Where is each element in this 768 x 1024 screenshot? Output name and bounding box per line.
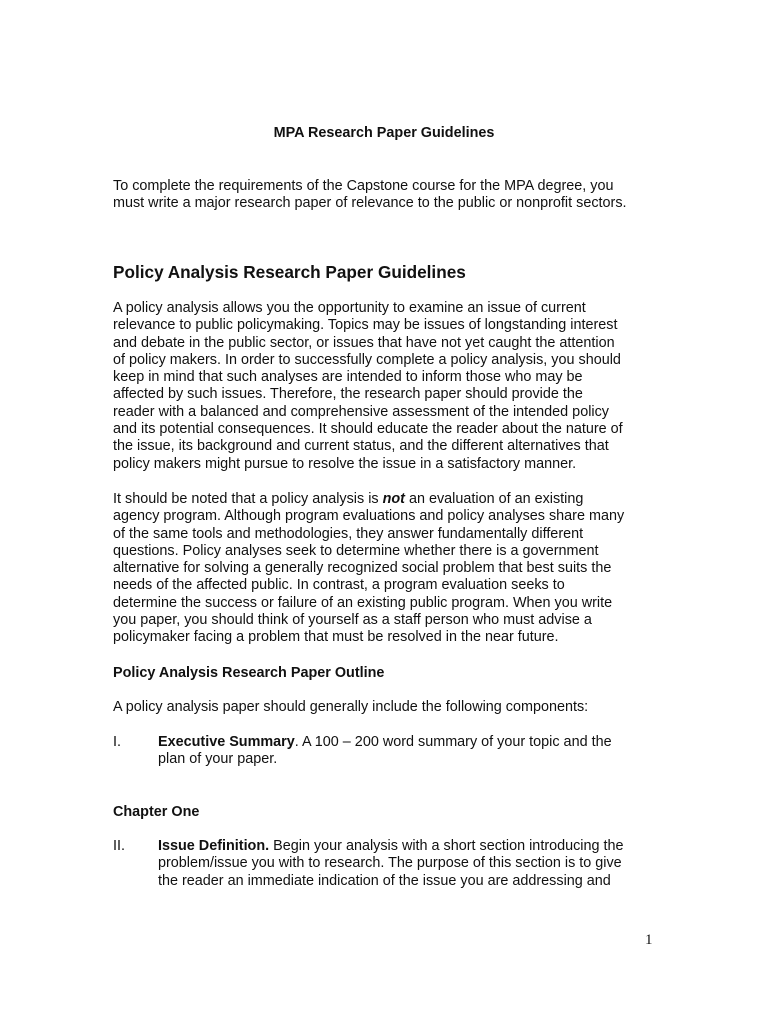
document-title: MPA Research Paper Guidelines bbox=[273, 125, 495, 141]
text-line: questions. Policy analyses seek to determine whether there is a government bbox=[113, 542, 599, 559]
text-line: policy makers might pursue to resolve the issue in a satisfactory manner. bbox=[113, 455, 577, 472]
section-heading: Policy Analysis Research Paper Guidelines bbox=[113, 262, 466, 282]
text-line: and its potential consequences. It should educate the reader about the nature of bbox=[113, 421, 623, 438]
text-line: you paper, you should think of yourself as a staff person who must advise a bbox=[113, 612, 592, 629]
issue-definition-item bbox=[158, 838, 658, 890]
text-line bbox=[158, 734, 658, 751]
text-run: Begin your analysis with a short section introducing the bbox=[269, 838, 624, 854]
page-number: 1 bbox=[645, 932, 653, 948]
text-line: agency program. Although program evaluations and policy analyses share many bbox=[113, 508, 625, 525]
item-number: I. bbox=[113, 734, 121, 750]
outline-intro: A policy analysis paper should generally include the following components: bbox=[113, 699, 589, 715]
text-line: of policy makers. In order to successfully complete a policy analysis, you should bbox=[113, 351, 621, 368]
text-run: It should be noted that a policy analysis is bbox=[113, 491, 383, 507]
text-line: must write a major research paper of relevance to the public or nonprofit sectors. bbox=[113, 195, 627, 212]
text-line: plan of your paper. bbox=[158, 751, 278, 768]
text-line: reader with a balanced and comprehensive assessment of the intended policy bbox=[113, 403, 609, 420]
chapter-heading: Chapter One bbox=[113, 804, 200, 820]
text-line: problem/issue you with to research. The purpose of this section is to give bbox=[158, 855, 622, 872]
emphasis-not: not bbox=[382, 491, 405, 507]
text-line bbox=[158, 838, 658, 855]
executive-summary-item bbox=[158, 734, 658, 769]
text-line: determine the success or failure of an existing public program. When you write bbox=[113, 594, 613, 611]
item-label: Executive Summary bbox=[158, 734, 295, 750]
text-line: A policy analysis allows you the opportunity to examine an issue of current bbox=[113, 300, 586, 316]
text-line: relevance to public policymaking. Topics may be issues of longstanding interest bbox=[113, 317, 618, 334]
text-line: affected by such issues. Therefore, the research paper should provide the bbox=[113, 386, 583, 403]
text-line: alternative for solving a generally recognized social problem that best suits the bbox=[113, 560, 612, 577]
evaluation-note-paragraph bbox=[113, 491, 658, 647]
intro-paragraph bbox=[113, 178, 658, 213]
text-line: policymaker facing a problem that must be resolved in the near future. bbox=[113, 629, 559, 646]
outline-heading: Policy Analysis Research Paper Outline bbox=[113, 665, 385, 681]
text-line bbox=[113, 491, 658, 508]
text-line: the reader an immediate indication of the issue you are addressing and bbox=[158, 872, 611, 889]
text-line: the issue, its background and current status, and the different alternatives that bbox=[113, 438, 609, 455]
text-line: To complete the requirements of the Capstone course for the MPA degree, you bbox=[113, 178, 614, 194]
policy-analysis-paragraph bbox=[113, 300, 658, 473]
item-number: II. bbox=[113, 838, 125, 854]
item-label: Issue Definition. bbox=[158, 838, 270, 854]
text-line: keep in mind that such analyses are intended to inform those who may be bbox=[113, 369, 583, 386]
text-run: an evaluation of an existing bbox=[404, 491, 584, 507]
text-line: of the same tools and methodologies, they answer fundamentally different bbox=[113, 525, 584, 542]
text-line: and debate in the public sector, or issues that have not yet caught the attention bbox=[113, 334, 615, 351]
text-line: needs of the affected public. In contrast, a program evaluation seeks to bbox=[113, 577, 565, 594]
text-run: . A 100 – 200 word summary of your topic and the bbox=[294, 734, 612, 750]
